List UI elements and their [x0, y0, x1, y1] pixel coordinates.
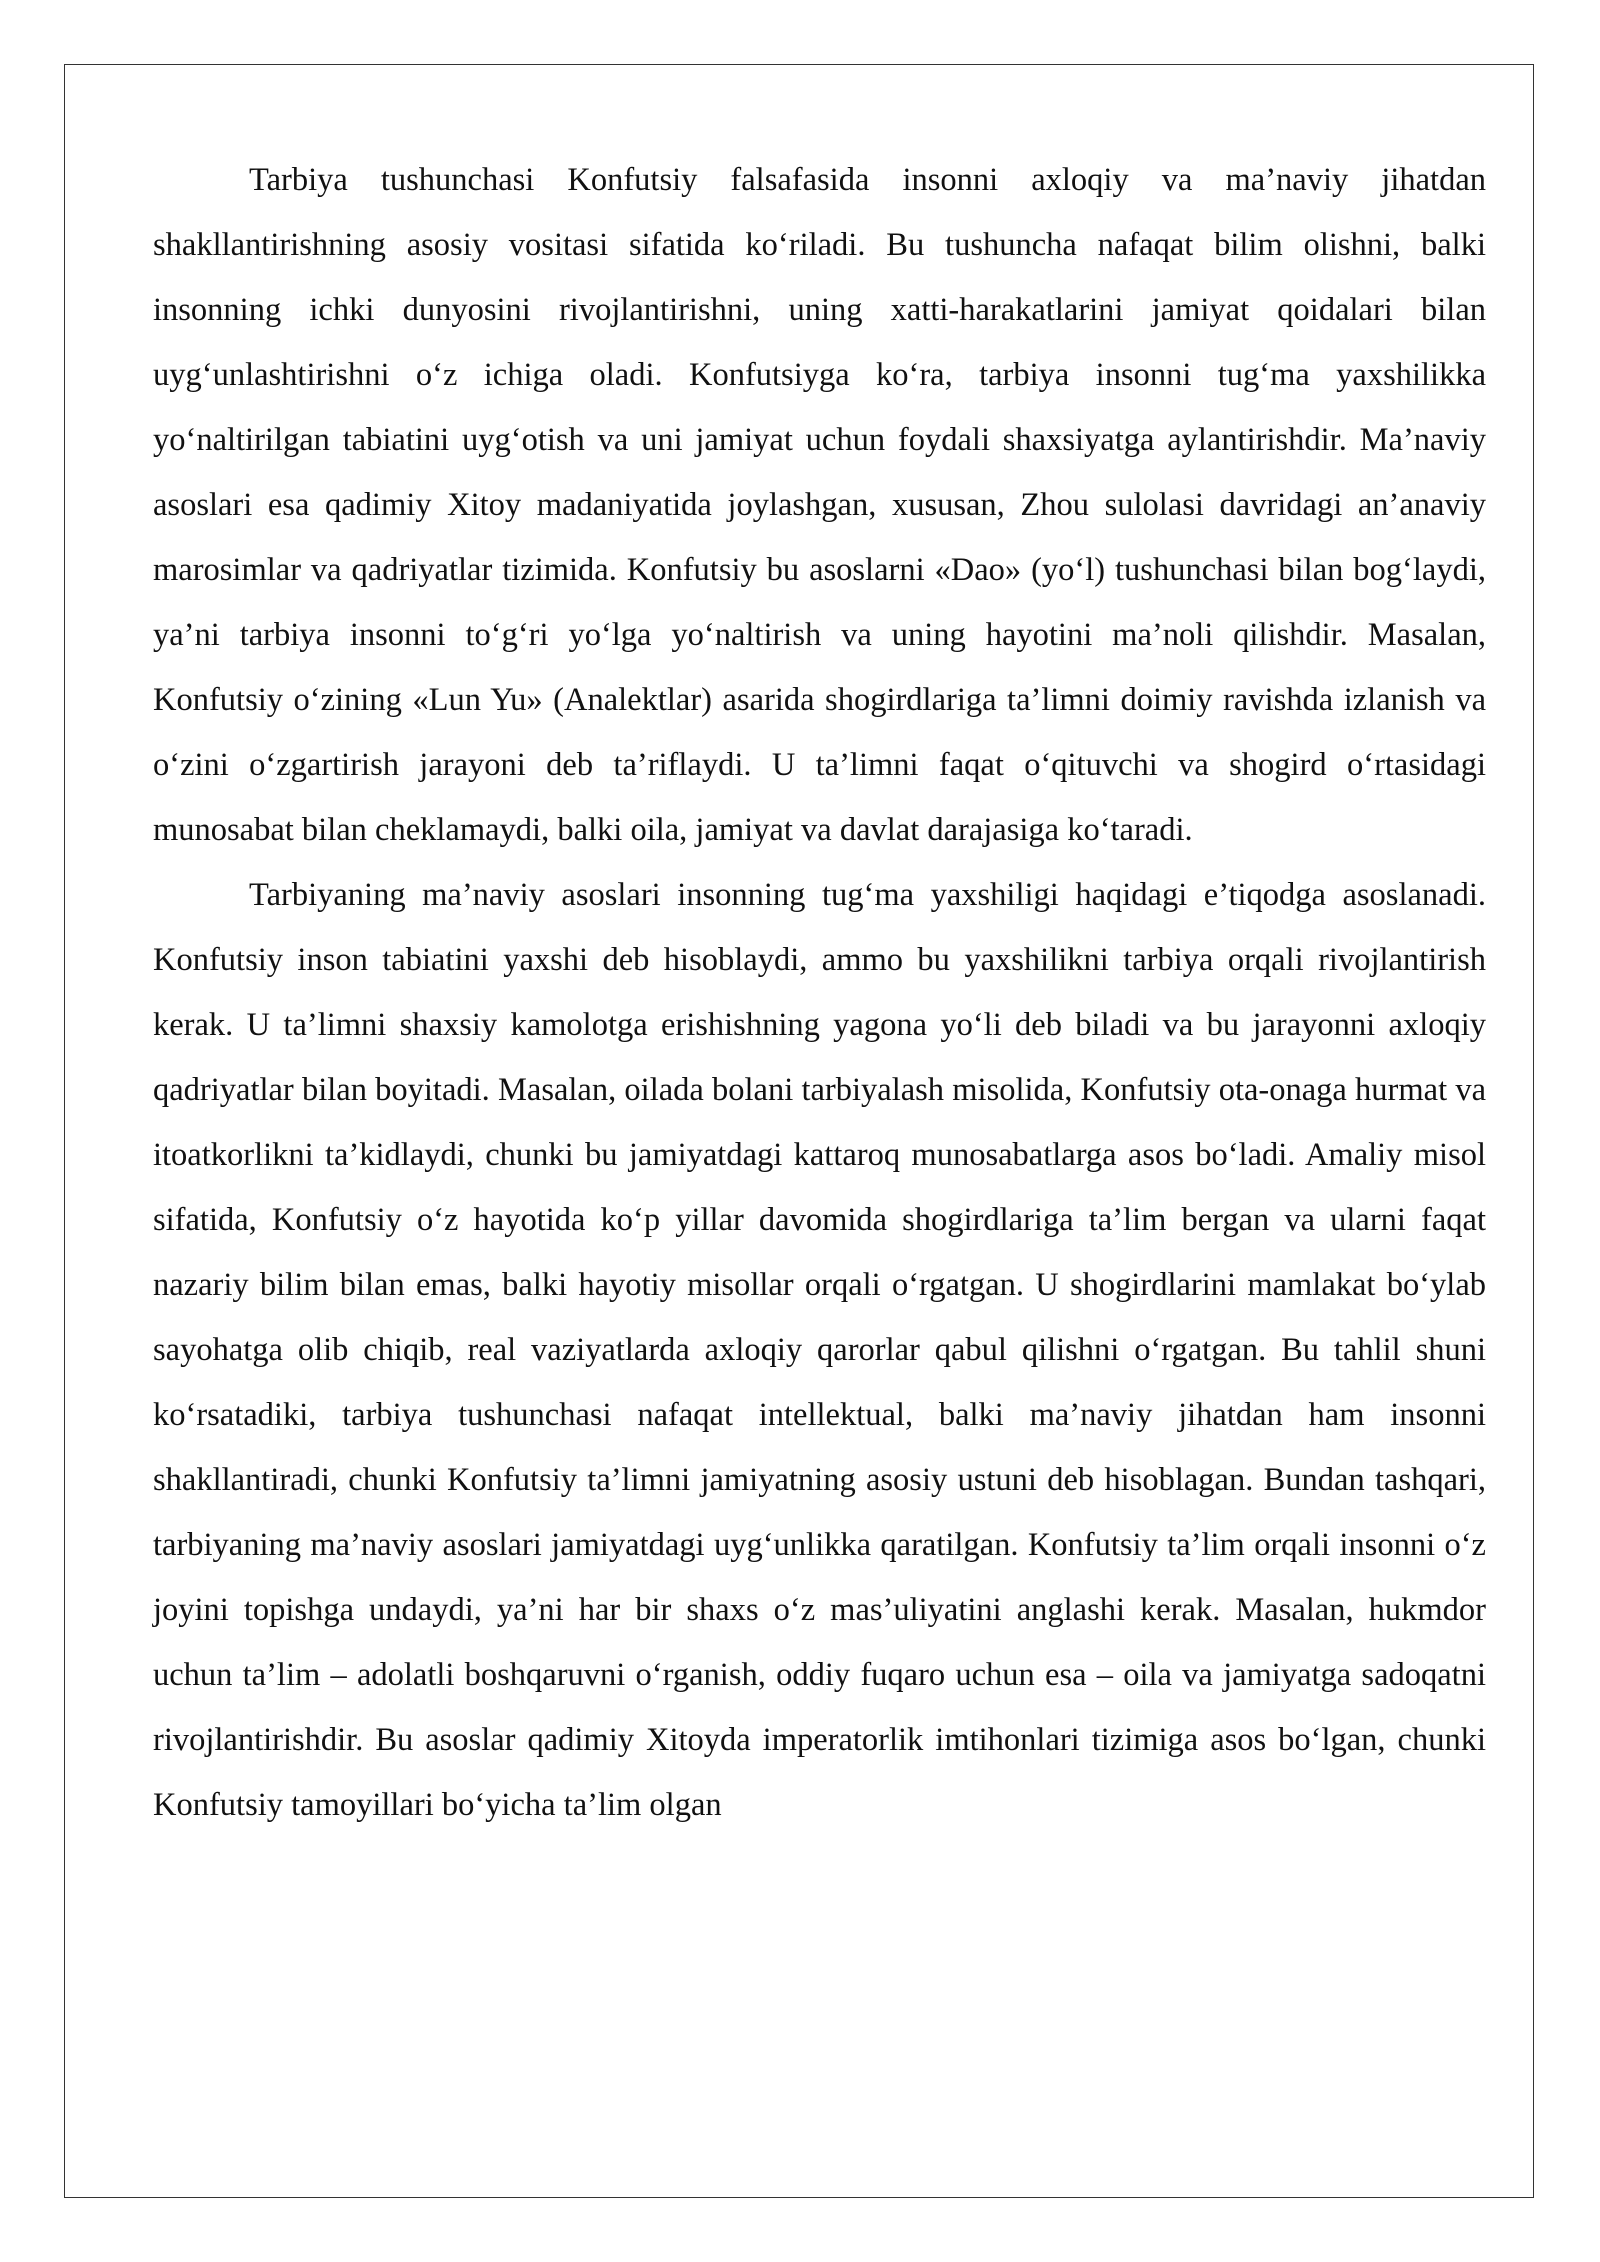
document-body [153, 148, 1486, 1838]
paragraph-1: Tarbiya tushunchasi Konfutsiy falsafasida insonni axloqiy va ma’naviy jihatdan shakllantirishning asosiy vositasi sifatida ko‘riladi. Bu tushuncha nafaqat bilim olishni, balki insonning ichki dunyosini rivojlantirishni, uning xatti-harakatlarini jamiyat qoidalari bilan uyg‘unlashtirishni o‘z ichiga oladi. Konfutsiyga ko‘ra, tarbiya insonni tug‘ma yaxshilikka yo‘naltirilgan tabiatini uyg‘otish va uni jamiyat uchun foydali shaxsiyatga aylantirishdir. Ma’naviy asoslari esa qadimiy Xitoy madaniyatida joylashgan, xususan, Zhou sulolasi davridagi an’anaviy marosimlar va qadriyatlar tizimida. Konfutsiy bu asoslarni «Dao» (yo‘l) tushunchasi bilan bog‘laydi, ya’ni tarbiya insonni to‘g‘ri yo‘lga yo‘naltirish va uning hayotini ma’noli qilishdir. Masalan, Konfutsiy o‘zining «Lun Yu» (Analektlar) asarida shogirdlariga ta’limni doimiy ravishda izlanish va o‘zini o‘zgartirish jarayoni deb ta’riflaydi. U ta’limni faqat o‘qituvchi va shogird o‘rtasidagi munosabat bilan cheklamaydi, balki oila, jamiyat va davlat darajasiga ko‘taradi. [153, 162, 1486, 848]
paragraph-2: Tarbiyaning ma’naviy asoslari insonning tug‘ma yaxshiligi haqidagi e’tiqodga asoslanadi. Konfutsiy inson tabiatini yaxshi deb hisoblaydi, ammo bu yaxshilikni tarbiya orqali rivojlantirish kerak. U ta’limni shaxsiy kamolotga erishishning yagona yo‘li deb biladi va bu jarayonni axloqiy qadriyatlar bilan boyitadi. Masalan, oilada bolani tarbiyalash misolida, Konfutsiy ota-onaga hurmat va itoatkorlikni ta’kidlaydi, chunki bu jamiyatdagi kattaroq munosabatlarga asos bo‘ladi. Amaliy misol sifatida, Konfutsiy o‘z hayotida ko‘p yillar davomida shogirdlariga ta’lim bergan va ularni faqat nazariy bilim bilan emas, balki hayotiy misollar orqali o‘rgatgan. U shogirdlarini mamlakat bo‘ylab sayohatga olib chiqib, real vaziyatlarda axloqiy qarorlar qabul qilishni o‘rgatgan. Bu tahlil shuni ko‘rsatadiki, tarbiya tushunchasi nafaqat intellektual, balki ma’naviy jihatdan ham insonni shakllantiradi, chunki Konfutsiy ta’limni jamiyatning asosiy ustuni deb hisoblagan. Bundan tashqari, tarbiyaning ma’naviy asoslari jamiyatdagi uyg‘unlikka qaratilgan. Konfutsiy ta’lim orqali insonni o‘z joyini topishga undaydi, ya’ni har bir shaxs o‘z mas’uliyatini anglashi kerak. Masalan, hukmdor uchun ta’lim – adolatli boshqaruvni o‘rganish, oddiy fuqaro uchun esa – oila va jamiyatga sadoqatni rivojlantirishdir. Bu asoslar qadimiy Xitoyda imperatorlik imtihonlari tizimiga asos bo‘lgan, chunki Konfutsiy tamoyillari bo‘yicha ta’lim olgan [153, 877, 1486, 1823]
